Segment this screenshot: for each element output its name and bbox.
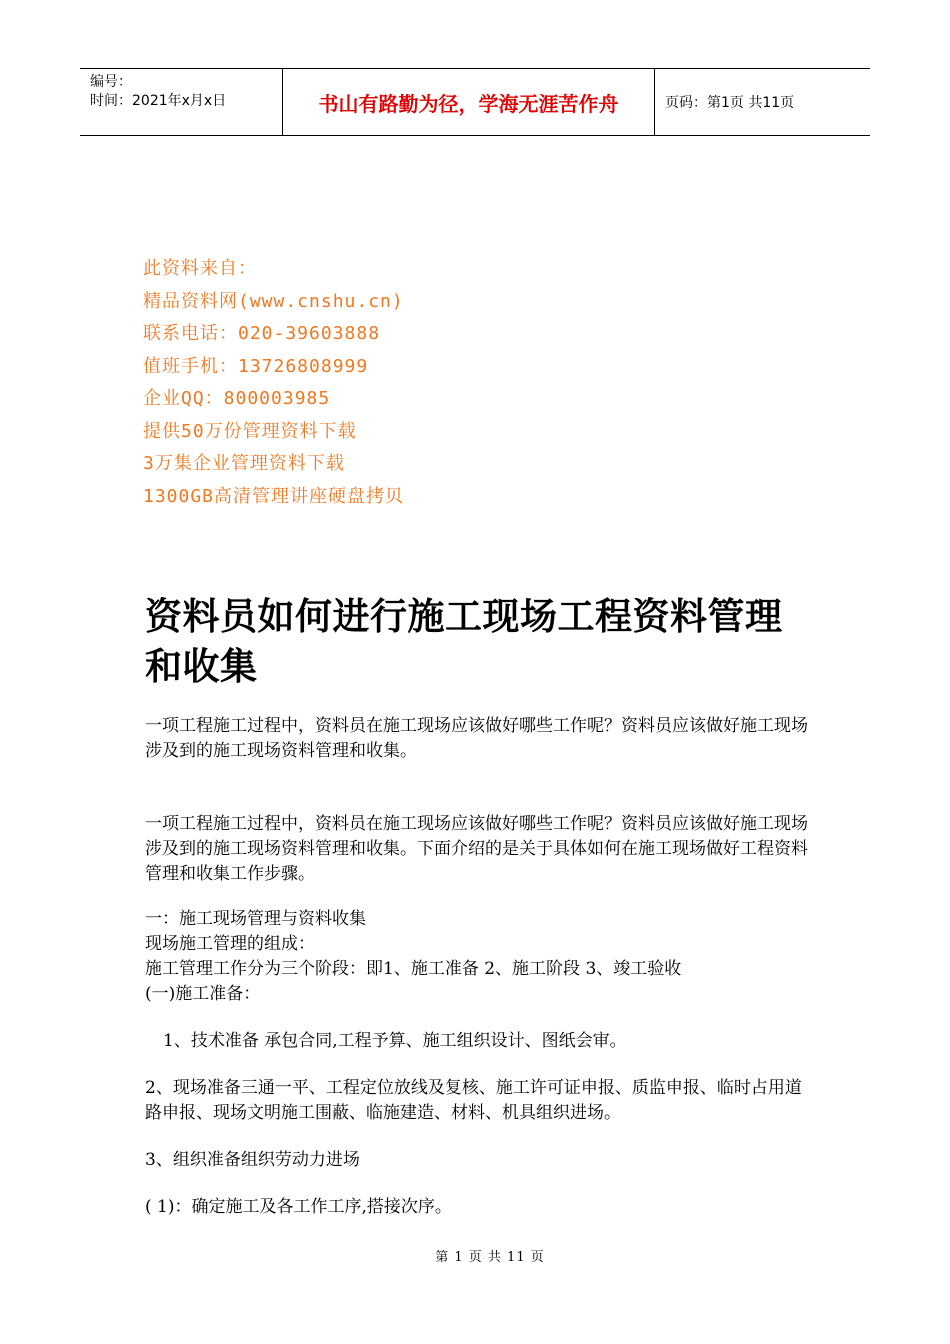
header-page-info: 页码：第1页 共11页 [665,95,795,111]
promo-line: 企业QQ：800003985 [143,388,331,409]
promo-line: 提供50万份管理资料下载 [143,420,357,442]
section-heading: 一：施工现场管理与资料收集 [145,909,366,929]
header-left-cell [80,69,282,135]
promo-line: 1300GB高清管理讲座硬盘拷贝 [143,485,405,507]
promo-line: 3万集企业管理资料下载 [143,453,345,474]
prep-line: (一)施工准备： [145,984,261,1004]
intro-paragraph: 一项工程施工过程中，资料员在施工现场应该做好哪些工作呢？资料员应该做好施工现场涉及到的施工现场资料管理和收集。 [145,716,808,761]
document-title: 资料员如何进行施工现场工程资料管理和收集 [145,595,783,688]
labor-prep-line: 3、组织准备组织劳动力进场 [145,1150,360,1170]
sequence-line: ( 1)：确定施工及各工作工序,搭接次序。 [145,1197,452,1217]
document-body [145,714,810,1220]
time-label: 时间：2021年x月x日 [90,93,227,109]
tech-prep-line: 1、技术准备 承包合同,工程予算、施工组织设计、图纸会审。 [163,1031,627,1051]
promo-line: 精品资料网(www.cnshu.cn) [143,290,404,312]
number-label: 编号： [90,74,132,90]
composition-line: 现场施工管理的组成： [145,934,315,954]
promo-line: 此资料来自： [143,258,257,279]
header-motto: 书山有路勤为径，学海无涯苦作舟 [282,69,655,135]
header-table [80,68,870,136]
promo-line: 值班手机：13726808999 [143,355,369,377]
intro-paragraph-2: 一项工程施工过程中，资料员在施工现场应该做好哪些工作呢？资料员应该做好施工现场涉及到的施工现场资料管理和收集。下面介绍的是关于具体如何在施工现场做好工程资料管理和收集工作步骤。 [145,814,808,884]
stages-line: 施工管理工作分为三个阶段：即1、施工准备 2、施工阶段 3、竣工验收 [145,959,682,979]
page-footer: 第 1 页 共 11 页 [435,1250,545,1265]
promo-block [143,253,404,513]
promo-line: 联系电话：020-39603888 [143,323,381,344]
site-prep-paragraph: 2、现场准备三通一平、工程定位放线及复核、施工许可证申报、质监申报、临时占用道路申报、现场文明施工围蔽、临施建造、材料、机具组织进场。 [145,1078,802,1123]
